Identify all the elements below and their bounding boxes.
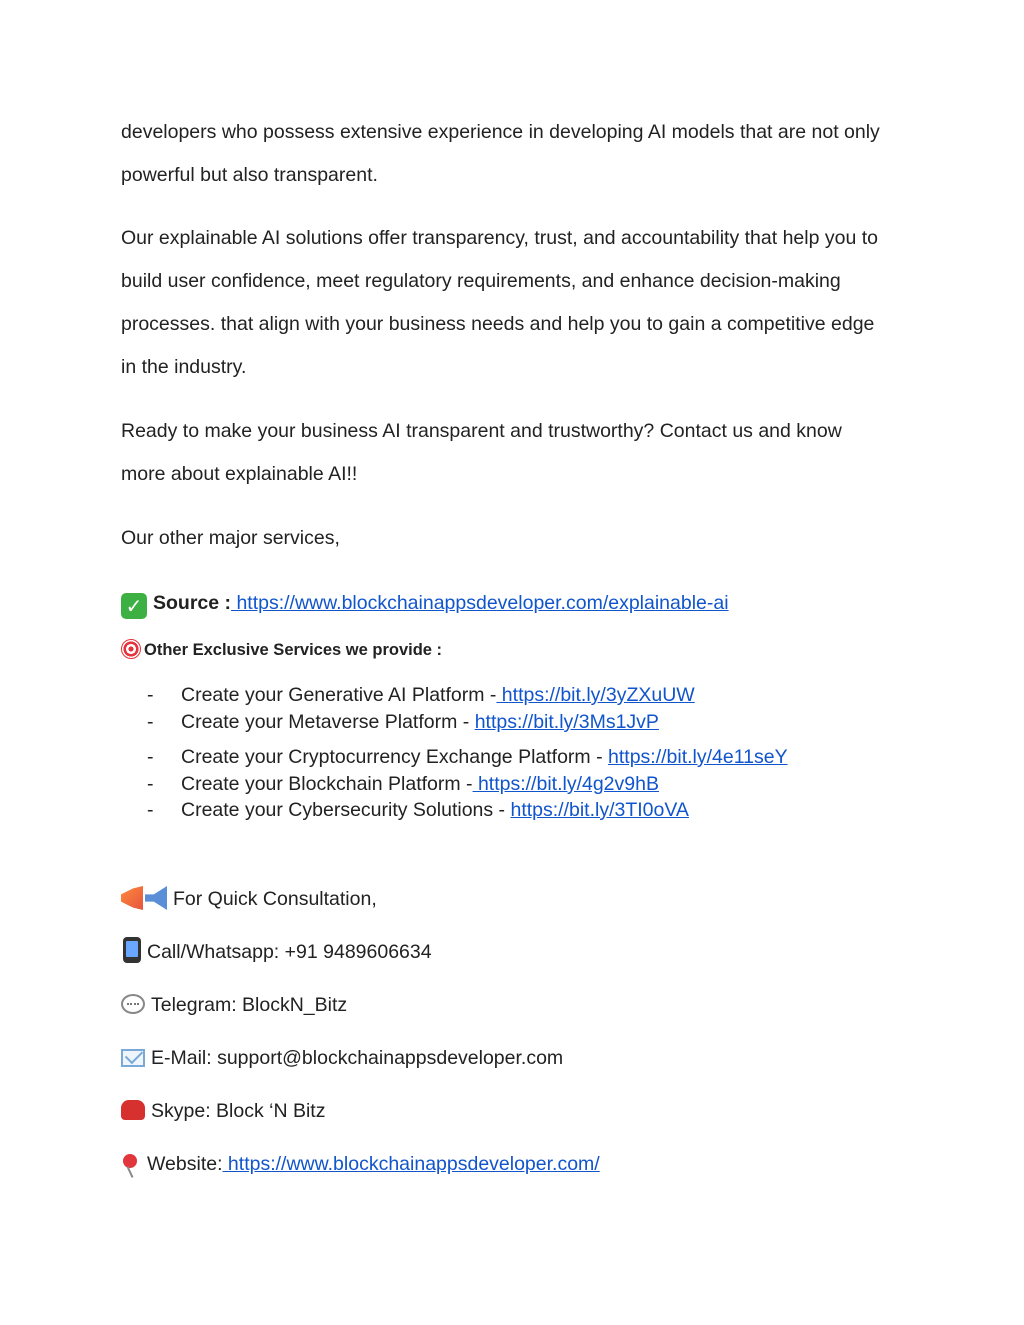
skype-row: Skype: Block ‘N Bitz: [121, 1096, 325, 1126]
pushpin-icon: [123, 1154, 137, 1168]
telephone-icon: [121, 1100, 145, 1120]
solutions-line: build user confidence, meet regulatory requirements, and enhance decision-making: [121, 270, 841, 292]
service-text: Create your Generative AI Platform -: [181, 684, 497, 706]
call-row: Call/Whatsapp: +91 9489606634: [121, 937, 432, 967]
exclusive-services-heading: Other Exclusive Services we provide :: [121, 637, 442, 663]
solutions-line: in the industry.: [121, 356, 247, 378]
service-link[interactable]: https://bit.ly/3yZXuUW: [496, 684, 695, 706]
service-text: Create your Blockchain Platform -: [181, 773, 473, 795]
intro-line: powerful but also transparent.: [121, 164, 378, 186]
check-mark-icon: ✓: [121, 593, 147, 619]
source-label: Source :: [153, 592, 232, 614]
service-link[interactable]: https://bit.ly/3TI0oVA: [510, 799, 689, 821]
loudspeaker-icon: [145, 886, 167, 910]
service-link[interactable]: https://bit.ly/3Ms1JvP: [474, 711, 659, 733]
cta-paragraph: [121, 410, 921, 496]
solutions-paragraph: [121, 217, 921, 389]
megaphone-icon: [121, 886, 143, 910]
website-row: [121, 1149, 600, 1179]
website-label: Website:: [147, 1153, 223, 1175]
solutions-line: processes. that align with your business needs and help you to gain a competitive edge: [121, 313, 875, 335]
solutions-line: Our explainable AI solutions offer transparency, trust, and accountability that help you to: [121, 227, 878, 249]
target-icon: [121, 639, 141, 659]
cta-line: more about explainable AI!!: [121, 463, 358, 485]
other-services-intro: Our other major services,: [121, 527, 340, 549]
service-link[interactable]: https://bit.ly/4g2v9hB: [472, 773, 659, 795]
cta-line: Ready to make your business AI transparent and trustworthy? Contact us and know: [121, 420, 842, 442]
telegram-row: Telegram: BlockN_Bitz: [121, 990, 347, 1020]
intro-paragraph: [121, 111, 921, 197]
source-row: [121, 586, 729, 620]
email-row: E-Mail: support@blockchainappsdeveloper.com: [121, 1043, 563, 1073]
source-link[interactable]: https://www.blockchainappsdeveloper.com/explainable-ai: [231, 592, 729, 614]
email-icon: [121, 1049, 145, 1067]
intro-line: developers who possess extensive experience in developing AI models that are not only: [121, 121, 880, 143]
consultation-row: For Quick Consultation,: [121, 884, 377, 914]
service-text: Create your Cybersecurity Solutions -: [181, 799, 511, 821]
speech-bubble-icon: [121, 994, 145, 1014]
service-link[interactable]: https://bit.ly/4e11seY: [608, 746, 788, 768]
mobile-phone-icon: [123, 937, 141, 963]
service-text: Create your Cryptocurrency Exchange Platform -: [181, 746, 609, 768]
service-text: Create your Metaverse Platform -: [181, 711, 475, 733]
website-link[interactable]: https://www.blockchainappsdeveloper.com/: [222, 1153, 600, 1175]
